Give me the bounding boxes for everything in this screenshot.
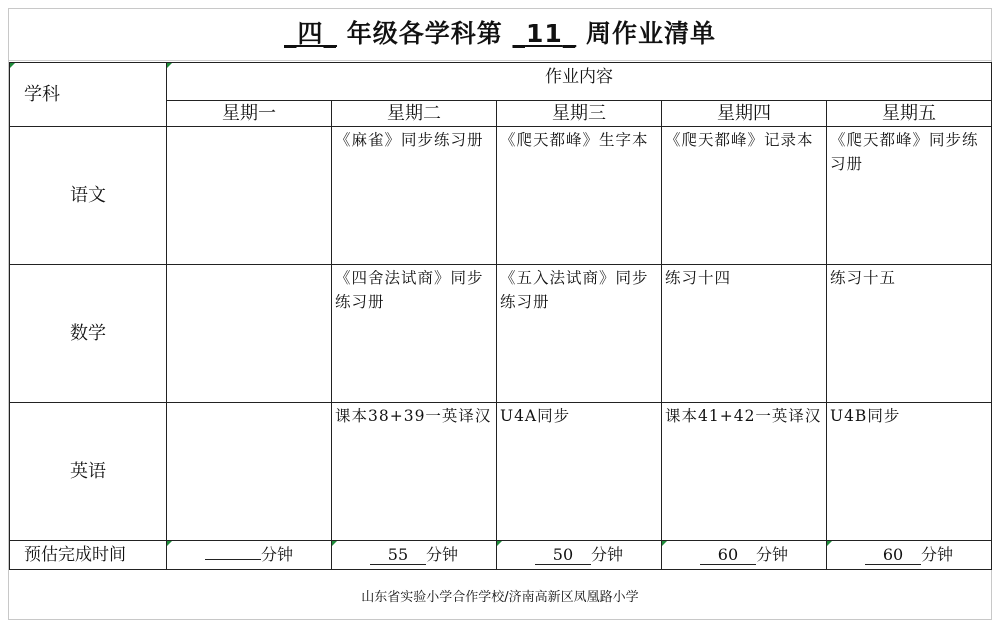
cell-marker [167,63,172,68]
title-middle: 年级各学科第 [346,19,503,48]
time-value: 60 [865,546,921,565]
time-thu[interactable] [662,541,827,570]
cell-english-thu[interactable]: 课本41+42一英译汉 [662,403,827,541]
time-unit: 分钟 [425,545,458,564]
time-unit: 分钟 [755,545,788,564]
cell-english-wed[interactable]: U4A同步 [497,403,662,541]
time-value: 50 [535,546,591,565]
time-unit: 分钟 [260,545,293,564]
title-grade: _四_ [284,19,338,48]
table-row-math [10,265,992,403]
time-wed[interactable] [497,541,662,570]
day-wed[interactable]: 星期三 [497,101,662,127]
cell-chinese-mon[interactable] [167,127,332,265]
time-tue[interactable] [332,541,497,570]
day-fri[interactable]: 星期五 [827,101,992,127]
title-week: _11_ [512,19,577,48]
cell-math-tue[interactable]: 《四舍法试商》同步练习册 [332,265,497,403]
title-divider [9,60,991,61]
subject-chinese[interactable]: 语文 [10,127,167,265]
table-row-time [10,541,992,570]
cell-chinese-fri[interactable]: 《爬天都峰》同步练习册 [827,127,992,265]
cell-math-mon[interactable] [167,265,332,403]
day-thu[interactable]: 星期四 [662,101,827,127]
subject-english[interactable]: 英语 [10,403,167,541]
time-unit: 分钟 [590,545,623,564]
page-title [8,14,992,50]
cell-marker [167,541,172,546]
school-footer: 山东省实验小学合作学校/济南高新区凤凰路小学 [361,590,639,605]
table-row-english [10,403,992,541]
cell-chinese-tue[interactable]: 《麻雀》同步练习册 [332,127,497,265]
cell-marker [662,541,667,546]
title-tail: 周作业清单 [585,19,716,48]
homework-table [9,62,992,570]
cell-math-wed[interactable]: 《五入法试商》同步练习册 [497,265,662,403]
cell-english-mon[interactable] [167,403,332,541]
cell-chinese-wed[interactable]: 《爬天都峰》生字本 [497,127,662,265]
cell-marker [332,541,337,546]
table-row-chinese [10,127,992,265]
subject-math[interactable]: 数学 [10,265,167,403]
time-label[interactable]: 预估完成时间 [10,541,167,570]
content-header[interactable]: 作业内容 [167,63,992,101]
cell-math-fri[interactable]: 练习十五 [827,265,992,403]
time-mon[interactable] [167,541,332,570]
day-tue[interactable]: 星期二 [332,101,497,127]
cell-marker [827,541,832,546]
header-row [10,63,992,101]
time-value [205,559,261,560]
cell-math-thu[interactable]: 练习十四 [662,265,827,403]
cell-english-fri[interactable]: U4B同步 [827,403,992,541]
cell-english-tue[interactable]: 课本38+39一英译汉 [332,403,497,541]
day-mon[interactable]: 星期一 [167,101,332,127]
cell-marker [10,63,15,68]
time-value: 55 [370,546,426,565]
cell-marker [497,541,502,546]
subject-header[interactable]: 学科 [10,63,167,127]
time-fri[interactable] [827,541,992,570]
time-unit: 分钟 [921,545,954,564]
cell-chinese-thu[interactable]: 《爬天都峰》记录本 [662,127,827,265]
time-value: 60 [700,546,756,565]
